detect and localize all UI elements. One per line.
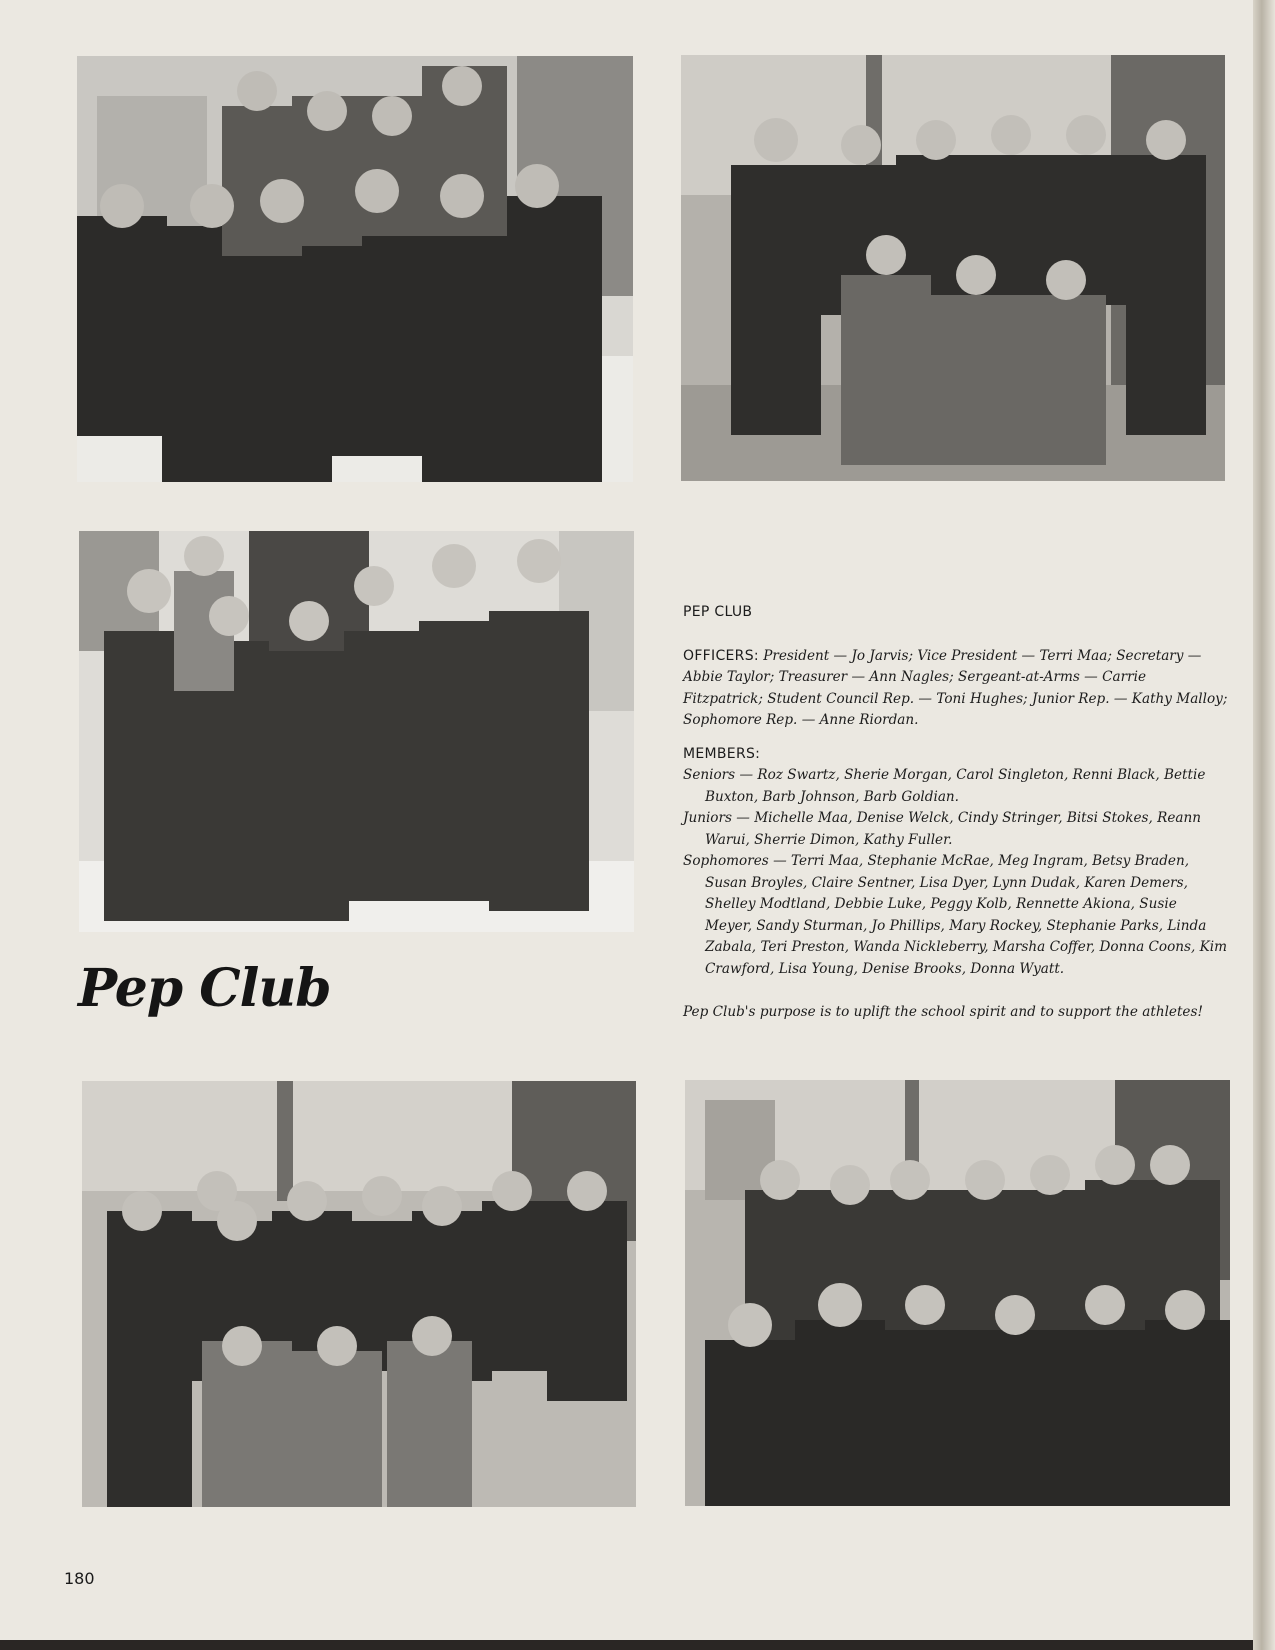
members-seniors xyxy=(683,765,1228,808)
class-members: — Terri Maa, Stephanie McRae, Meg Ingram, Betsy Braden, Susan Broyles, Claire Sentner, Lisa Dyer, Lynn Dudak, Karen Demers, Shelley Modtland, Debbie Luke, Peggy Kolb, Rennette Akiona, Susie Meyer, Sandy Sturman, Jo Phillips, Mary Rockey, Stephanie Parks, Linda Zabala, Teri Preston, Wanda Nickleberry, Marsha Coffer, Donna Coons, Kim Crawford, Lisa Young, Denise Brooks, Donna Wyatt. xyxy=(705,853,1228,977)
purpose-statement: Pep Club's purpose is to uplift the school spirit and to support the athletes! xyxy=(683,1004,1203,1020)
members-sophomores xyxy=(683,851,1228,980)
group-photo-bottom-left xyxy=(82,1081,636,1507)
book-gutter xyxy=(1253,0,1275,1650)
group-photo-bottom-right xyxy=(685,1080,1230,1506)
page-number: 180 xyxy=(64,1569,95,1588)
class-name: Seniors xyxy=(683,767,736,783)
members-juniors xyxy=(683,808,1228,851)
group-photo-middle-left xyxy=(79,531,634,932)
members-label: MEMBERS: xyxy=(683,745,761,762)
page-title: Pep Club xyxy=(78,958,331,1019)
scan-edge xyxy=(0,1640,1255,1650)
group-photo-top-right xyxy=(681,55,1225,481)
section-heading: PEP CLUB xyxy=(683,604,753,620)
caption-text xyxy=(683,602,1228,1024)
class-members: — Michelle Maa, Denise Welck, Cindy Stringer, Bitsi Stokes, Reann Warui, Sherrie Dimon, Kathy Fuller. xyxy=(705,810,1202,848)
class-members: — Roz Swartz, Sherie Morgan, Carol Singleton, Renni Black, Bettie Buxton, Barb Johnson, Barb Goldian. xyxy=(705,767,1206,805)
group-photo-top-left xyxy=(77,56,633,482)
class-name: Sophomores xyxy=(683,853,769,869)
class-name: Juniors xyxy=(683,810,732,826)
officers-paragraph xyxy=(683,646,1228,732)
officers-text: President — Jo Jarvis; Vice President — Terri Maa; Secretary — Abbie Taylor; Treasurer — Ann Nagles; Sergeant-at-Arms — Carrie Fitzpatrick; Student Council Rep. — Toni Hughes; Junior Rep. — Kathy Malloy; Sophomore Rep. — Anne Riordan. xyxy=(683,647,1228,728)
officers-label: OFFICERS: xyxy=(683,647,759,664)
